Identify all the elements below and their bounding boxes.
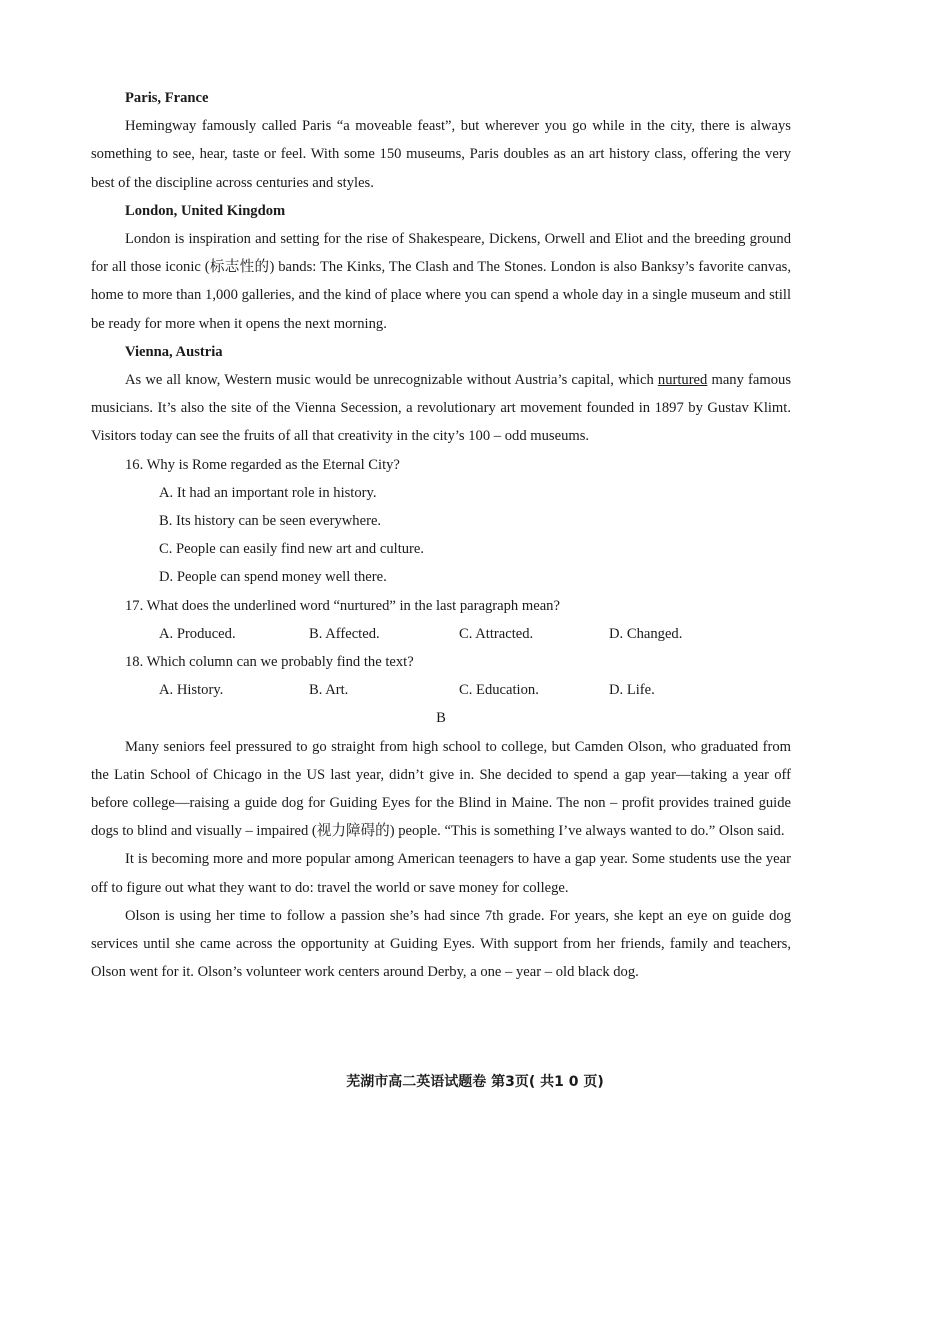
option-18-d: D. Life. [609,682,655,699]
paragraph-paris: Hemingway famously called Paris “a moveable feast”, but wherever you go while in the city, there is always something to see, hear, taste or feel. With some 150 museums, Paris doubles as an art history class, offering the very best of the discipline across centuries and styles. [91,118,791,191]
option-16-b: B. Its history can be seen everywhere. [159,513,382,530]
question-16-options [91,479,791,592]
paragraph-vienna [91,366,791,451]
section-title-vienna: Vienna, Austria [125,343,223,360]
vienna-text-before: As we all know, Western music would be unrecognizable without Austria’s capital, which [125,372,658,389]
paragraph-b-3: Olson is using her time to follow a passion she’s had since 7th grade. For years, she kept an eye on guide dog services until she came across the opportunity at Guiding Eyes. With support from her friends, family and teachers, Olson went for it. Olson’s volunteer work centers around Derby, a one – year – old black dog. [91,907,791,981]
vienna-text-after: many famous musicians. It’s also the site of the Vienna Secession, a revolutionary art movement founded in 1897 by Gustav Klimt. Visitors today can see the fruits of all that creativity in the city’s 100 – odd museums. [91,372,792,445]
paragraph-b-1: Many seniors feel pressured to go straight from high school to college, but Camden Olson, who graduated from the Latin School of Chicago in the US last year, didn’t give in. She decided to spend a gap year—taking a year off before college—raising a guide dog for Guiding Eyes for the Blind in Maine. The non – profit provides trained guide dogs to blind and visually – impaired (视力障碍的) people. “This is something I’ve always wanted to do.” Olson said. [91,738,791,840]
option-17-b: B. Affected. [309,625,380,642]
question-17-options [91,620,791,648]
option-16-d: D. People can spend money well there. [159,569,387,586]
section-title-paris: Paris, France [125,90,209,106]
exam-page [91,84,791,987]
option-17-a: A. Produced. [159,625,236,642]
option-16-c: C. People can easily find new art and culture. [159,541,425,558]
option-17-d: D. Changed. [609,625,683,642]
option-17-c: C. Attracted. [459,625,534,642]
section-letter-b: B [436,710,446,727]
question-17: 17. What does the underlined word “nurtured” in the last paragraph mean? [125,597,560,614]
paragraph-london: London is inspiration and setting for the rise of Shakespeare, Dickens, Orwell and Eliot and the breeding ground for all those iconic (标志性的) bands: The Kinks, The Clash and The Stones. London is also Banksy’s favorite canvas, home to more than 1,000 galleries, and the kind of place where you can spend a whole day in a single museum and still be ready for more when it opens the next morning. [91,231,791,332]
option-18-b: B. Art. [309,682,349,699]
paragraph-b-2: It is becoming more and more popular among American teenagers to have a gap year. Some students use the year off to figure out what they want to do: travel the world or save money for college. [91,851,791,896]
section-title-london: London, United Kingdom [125,202,286,219]
underlined-word: nurtured [657,372,708,389]
option-16-a: A. It had an important role in history. [159,484,377,501]
page-footer: 芜湖市高二英语试题卷 第3页( 共1 0 页) [346,1074,604,1090]
option-18-a: A. History. [159,682,224,699]
option-18-c: C. Education. [459,682,539,699]
question-18: 18. Which column can we probably find the text? [125,654,414,671]
question-16: 16. Why is Rome regarded as the Eternal City? [125,456,400,473]
question-18-options [91,676,791,704]
